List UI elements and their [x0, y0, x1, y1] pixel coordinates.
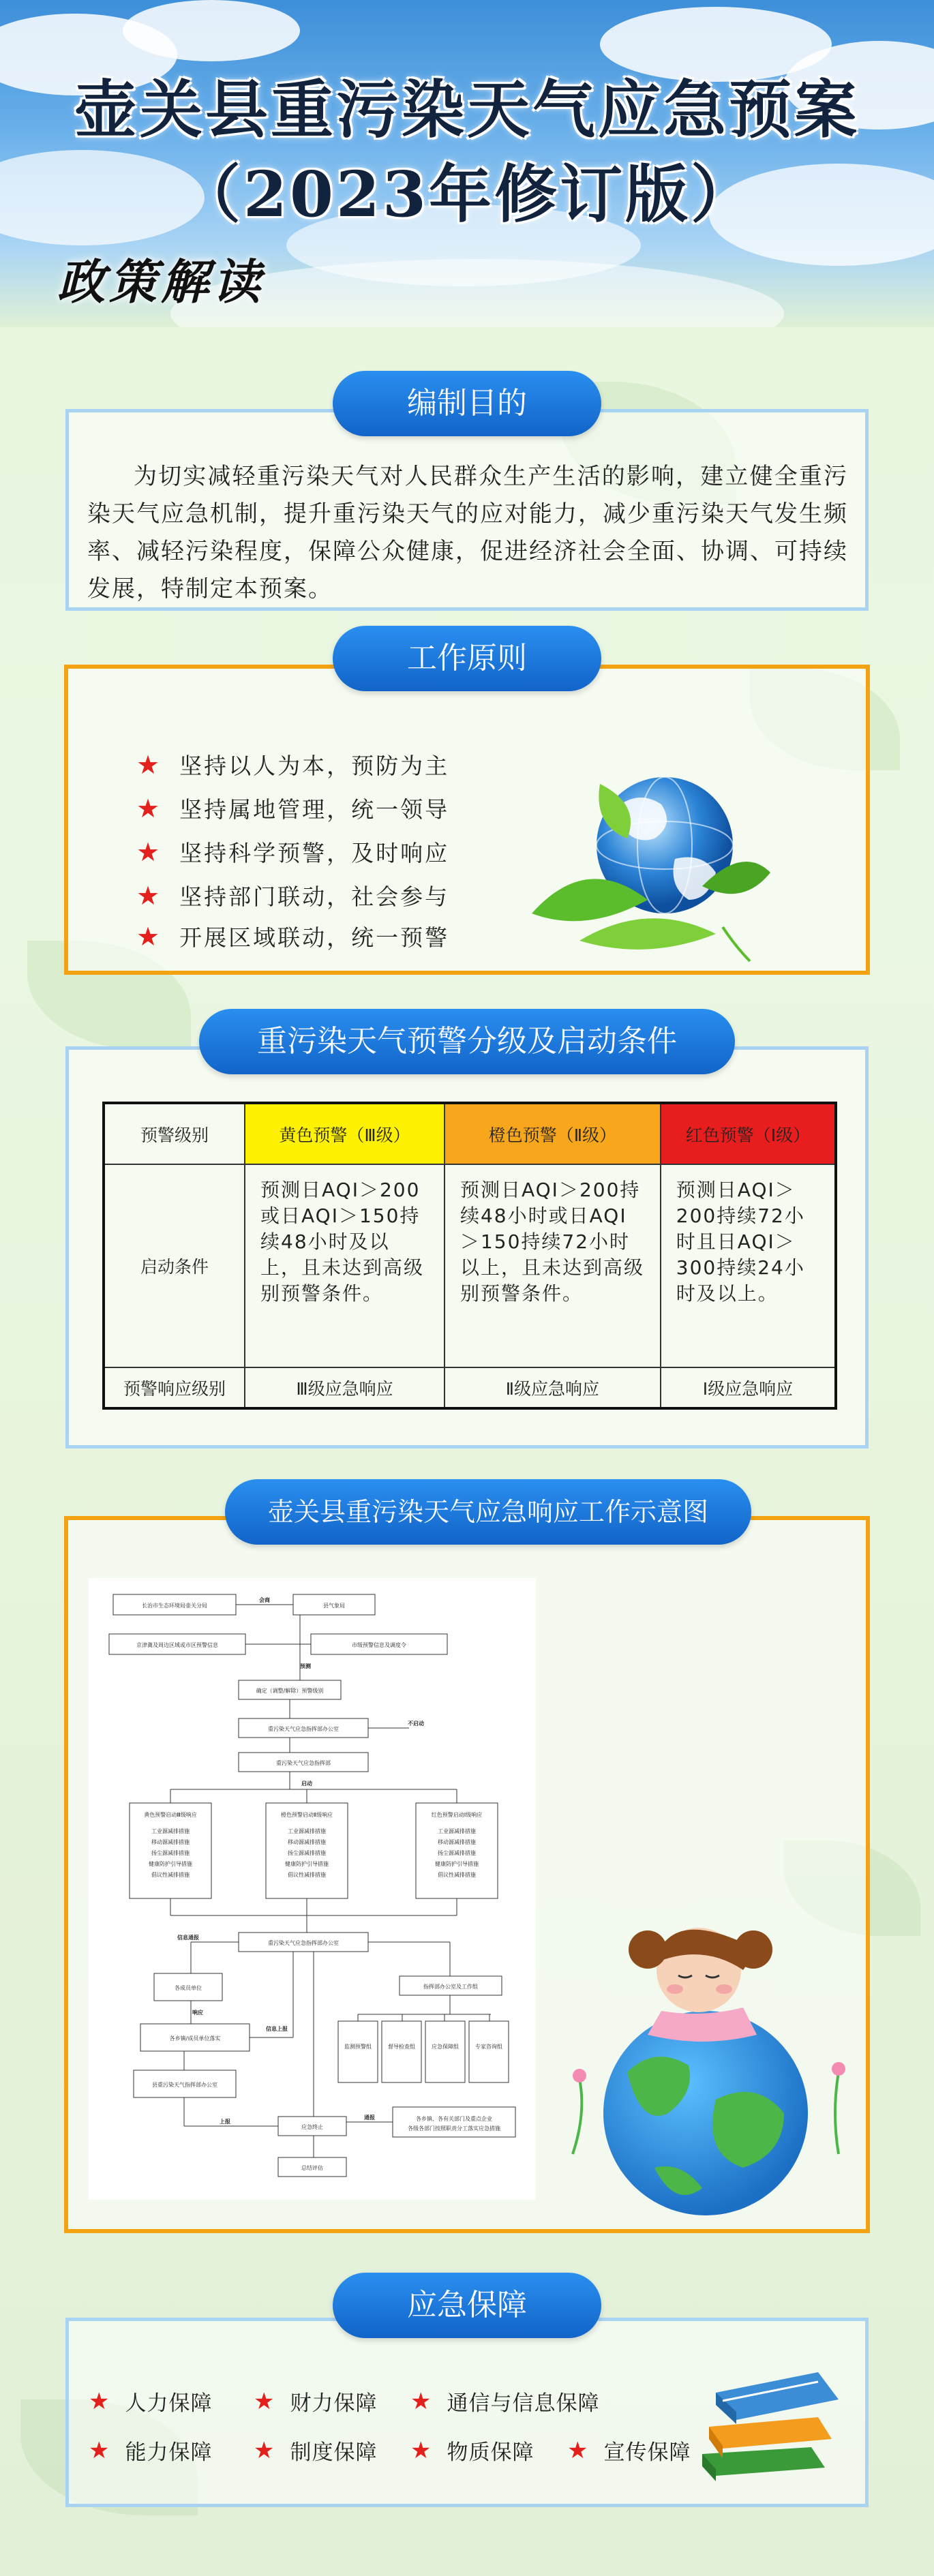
flow-sub-item: 健康防护引导措施	[149, 1861, 192, 1867]
flow-node: 应急终止	[301, 2124, 323, 2130]
orange-condition: 预测日AQI＞200持续48小时或日AQI＞150持续72小时以上，且未达到高级别预警条件。	[445, 1164, 661, 1367]
flow-node: 各成员单位	[175, 1985, 202, 1991]
flow-node: 黄色预警启动Ⅲ级响应	[144, 1812, 197, 1818]
response-flowchart	[89, 1578, 536, 2200]
flow-sub-item: 移动源减排措施	[438, 1839, 476, 1845]
orange-response: Ⅱ级应急响应	[445, 1367, 661, 1408]
flow-node: 确定（调整/解除）预警级别	[256, 1688, 324, 1694]
page-title-line2: （2023年修订版）	[177, 157, 757, 231]
flow-node: 京津冀及周边区域或市区预警信息	[136, 1642, 218, 1648]
flow-node: 重污染天气应急指挥部	[276, 1760, 331, 1766]
guarantee-item: ★ 物质保障	[410, 2436, 534, 2465]
flow-sub-item: 倡议性减排措施	[288, 1872, 326, 1878]
flow-edge-label: 不启动	[408, 1721, 424, 1727]
flow-edge-label: 上报	[220, 2119, 230, 2125]
flow-sub-item: 倡议性减排措施	[151, 1872, 190, 1878]
flow-node: 应急保障组	[432, 2044, 459, 2050]
flow-edge-label: 信息上报	[266, 2026, 288, 2032]
red-response: Ⅰ级应急响应	[661, 1367, 836, 1408]
flow-sub-item: 移动源减排措施	[151, 1839, 190, 1845]
flow-edge-label: 启动	[301, 1781, 312, 1787]
guarantee-heading: 应急保障	[333, 2273, 601, 2338]
books-illustration	[682, 2352, 852, 2488]
flow-sub-item: 健康防护引导措施	[435, 1861, 479, 1867]
principle-item: ★ 坚持以人为本，预防为主	[136, 749, 450, 780]
flow-sub-item: 扬尘源减排措施	[438, 1850, 476, 1856]
flow-edge-label: 响应	[192, 2010, 203, 2016]
guarantee-item: ★ 宣传保障	[567, 2436, 691, 2465]
star-icon: ★	[89, 2436, 110, 2464]
star-icon: ★	[136, 793, 162, 823]
principles-heading: 工作原则	[333, 626, 601, 691]
policy-interpretation-label: 政策解读	[57, 254, 265, 310]
flow-sub-item: 工业源减排措施	[438, 1828, 476, 1834]
flow-node: 县气象局	[323, 1603, 345, 1609]
flow-node: 指挥部办公室及工作组	[423, 1984, 478, 1990]
page-title-line1: 壶关县重污染天气应急预案	[74, 73, 860, 147]
flow-node: 重污染天气应急指挥部办公室	[268, 1940, 339, 1946]
purpose-heading: 编制目的	[333, 371, 601, 436]
flow-edge-label: 信息通报	[177, 1935, 199, 1941]
flow-edge-label: 会商	[259, 1597, 270, 1603]
red-condition: 预测日AQI＞200持续72小时且日AQI＞300持续24小时及以上。	[661, 1164, 836, 1367]
star-icon: ★	[136, 921, 162, 952]
flow-sub-item: 移动源减排措施	[288, 1839, 326, 1845]
flow-node: 各乡镇/成员单位落实	[169, 2035, 221, 2042]
star-icon: ★	[410, 2436, 432, 2464]
guarantee-item: ★ 制度保障	[254, 2436, 378, 2465]
red-warning-header: 红色预警（Ⅰ级）	[661, 1103, 836, 1164]
row-label-condition: 启动条件	[104, 1164, 245, 1367]
flow-node: 重污染天气应急指挥部办公室	[268, 1726, 339, 1732]
warning-level-table	[102, 1102, 837, 1410]
flow-node: 红色预警启动Ⅰ级响应	[431, 1812, 483, 1818]
flow-sub-item: 健康防护引导措施	[285, 1861, 329, 1867]
star-icon: ★	[254, 2436, 275, 2464]
principle-item: ★ 坚持科学预警，及时响应	[136, 836, 450, 867]
flow-node: 总结评估	[301, 2165, 323, 2171]
guarantee-item: ★ 财力保障	[254, 2387, 378, 2416]
guarantee-item: ★ 能力保障	[89, 2436, 213, 2465]
flow-node: 长治市生态环境局壶关分局	[142, 1603, 207, 1609]
flow-node: 督导检查组	[388, 2044, 415, 2050]
orange-warning-header: 橙色预警（Ⅱ级）	[445, 1103, 661, 1164]
star-icon: ★	[410, 2387, 432, 2415]
yellow-warning-header: 黄色预警（Ⅲ级）	[245, 1103, 445, 1164]
principle-item: ★ 坚持部门联动，社会参与	[136, 880, 450, 911]
warning-heading: 重污染天气预警分级及启动条件	[199, 1009, 735, 1074]
star-icon: ★	[567, 2436, 589, 2464]
header-banner	[0, 0, 934, 327]
flow-sub-item: 扬尘源减排措施	[151, 1850, 190, 1856]
flow-node: 监测预警组	[344, 2044, 372, 2050]
flow-node: 橙色预警启动Ⅱ级响应	[281, 1812, 333, 1818]
guarantee-item: ★ 通信与信息保障	[410, 2387, 600, 2416]
row-label-level: 预警级别	[104, 1103, 245, 1164]
star-icon: ★	[89, 2387, 110, 2415]
guarantee-item: ★ 人力保障	[89, 2387, 213, 2416]
flow-sub-item: 倡议性减排措施	[438, 1872, 476, 1878]
flow-edge-label: 预测	[300, 1663, 311, 1669]
principle-item: ★ 开展区域联动，统一预警	[136, 921, 450, 952]
girl-earth-illustration	[552, 1895, 859, 2215]
flow-sub-item: 工业源减排措施	[151, 1828, 190, 1834]
flow-node: 各级各部门按照职责分工落实应急措施	[408, 2125, 500, 2132]
flow-sub-item: 扬尘源减排措施	[288, 1850, 326, 1856]
flow-node: 专家咨询组	[475, 2044, 502, 2050]
star-icon: ★	[136, 880, 162, 911]
yellow-response: Ⅲ级应急响应	[245, 1367, 445, 1408]
flow-node: 县重污染天气指挥部办公室	[152, 2082, 217, 2088]
yellow-condition: 预测日AQI＞200或日AQI＞150持续48小时及以上，且未达到高级别预警条件。	[245, 1164, 445, 1367]
star-icon: ★	[254, 2387, 275, 2415]
principle-item: ★ 坚持属地管理，统一领导	[136, 793, 450, 823]
flowchart-heading: 壶关县重污染天气应急响应工作示意图	[225, 1479, 751, 1545]
row-label-response: 预警响应级别	[104, 1367, 245, 1408]
flow-node: 市级预警信息及调度令	[352, 1642, 406, 1648]
flow-node: 各乡镇、各有关部门及重点企业	[416, 2116, 492, 2122]
flow-edge-label: 通报	[364, 2115, 375, 2121]
star-icon: ★	[136, 749, 162, 780]
star-icon: ★	[136, 836, 162, 867]
purpose-text: 为切实减轻重污染天气对人民群众生产生活的影响，建立健全重污染天气应急机制，提升重污染天气的应对能力，减少重污染天气发生频率、减轻污染程度，保障公众健康，促进经济社会全面、协调、可持续发展，特制定本预案。	[87, 463, 848, 603]
globe-leaves-illustration	[518, 757, 777, 968]
flow-sub-item: 工业源减排措施	[288, 1828, 326, 1834]
